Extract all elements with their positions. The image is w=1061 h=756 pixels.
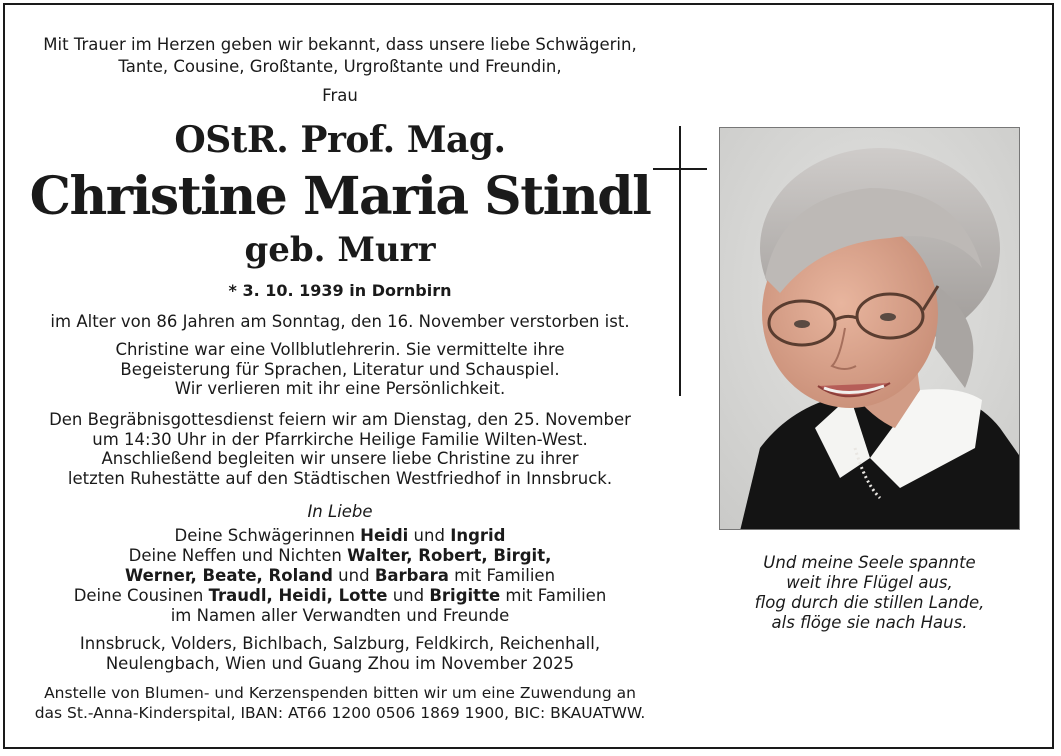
biography-line: Wir verlieren mit ihr eine Persönlichkeit. [174,379,506,398]
donation-request [28,684,652,723]
cross-vertical-bar [679,126,681,396]
birth-name: geb. Murr [244,230,436,270]
mourners-list [28,526,652,626]
biography-line: Begeisterung für Sprachen, Literatur und Schauspiel. [120,359,560,379]
cross-horizontal-bar [653,168,707,170]
mourners-text: und [332,566,375,585]
portrait-illustration [720,128,1020,530]
biography-line: Christine war eine Vollblutlehrerin. Sie vermittelte ihre [115,340,565,359]
funeral-line: um 14:30 Uhr in der Pfarrkirche Heilige Familie Wilten-West. [92,429,588,449]
mourners-text: Deine Cousinen [73,586,209,605]
salutation: Frau [322,86,358,105]
mourners-text: mit Familien [500,586,607,605]
portrait-photo [719,127,1020,530]
deceased-name: Christine Maria Stindl [29,166,651,227]
biography [28,340,652,399]
poem-line: Und meine Seele spannte [763,553,976,572]
in-liebe: In Liebe [307,502,373,521]
birth-date: * 3. 10. 1939 in Dornbirn [228,281,452,300]
intro-line: Mit Trauer im Herzen geben wir bekannt, dass unsere liebe Schwägerin, [43,35,637,54]
mourner-name: Brigitte [429,586,501,605]
poem [719,553,1020,633]
mourners-line [28,586,652,606]
mourners-text: Deine Schwägerinnen [174,526,361,545]
mourners-text: mit Familien [448,566,556,585]
poem-line: weit ihre Flügel aus, [786,573,953,592]
funeral-details [28,410,652,488]
mourners-line [28,546,652,566]
mourners-text: Deine Neffen und Nichten [128,546,348,565]
places-line: Neulengbach, Wien und Guang Zhou im November 2025 [105,654,575,673]
donation-line: Anstelle von Blumen- und Kerzenspenden bitten wir um eine Zuwendung an [44,684,636,702]
poem-line: als flöge sie nach Haus. [771,613,968,632]
mourner-name: Heidi [360,526,409,545]
poem-line: flog durch die stillen Lande, [754,593,985,612]
mourners-text: und [408,526,451,545]
academic-title: OStR. Prof. Mag. [174,119,506,161]
mourner-name: Traudl, Heidi, Lotte [208,586,388,605]
mourner-name: Werner, Beate, Roland [124,566,333,585]
funeral-line: Anschließend begleiten wir unsere liebe Christine zu ihrer [101,449,579,468]
death-notice: im Alter von 86 Jahren am Sonntag, den 16. November verstorben ist. [50,312,630,331]
intro-line: Tante, Cousine, Großtante, Urgroßtante und Freundin, [118,57,562,76]
places-line: Innsbruck, Volders, Bichlbach, Salzburg, Feldkirch, Reichenhall, [79,634,601,653]
mourner-name: Walter, Robert, Birgit, [347,546,552,565]
funeral-line: letzten Ruhestätte auf den Städtischen Westfriedhof in Innsbruck. [67,468,613,488]
mourners-line: im Namen aller Verwandten und Freunde [170,606,510,625]
intro-text [28,34,652,78]
mourners-line [28,526,652,546]
funeral-line: Den Begräbnisgottesdienst feiern wir am Dienstag, den 25. November [49,410,631,429]
donation-line: das St.-Anna-Kinderspital, IBAN: AT66 1200 0506 1869 1900, BIC: BKAUATWW. [34,703,646,722]
mourner-name: Barbara [374,566,449,585]
places-and-date [28,634,652,674]
mourners-text: und [387,586,430,605]
mourners-line [28,566,652,586]
mourner-name: Ingrid [450,526,506,545]
